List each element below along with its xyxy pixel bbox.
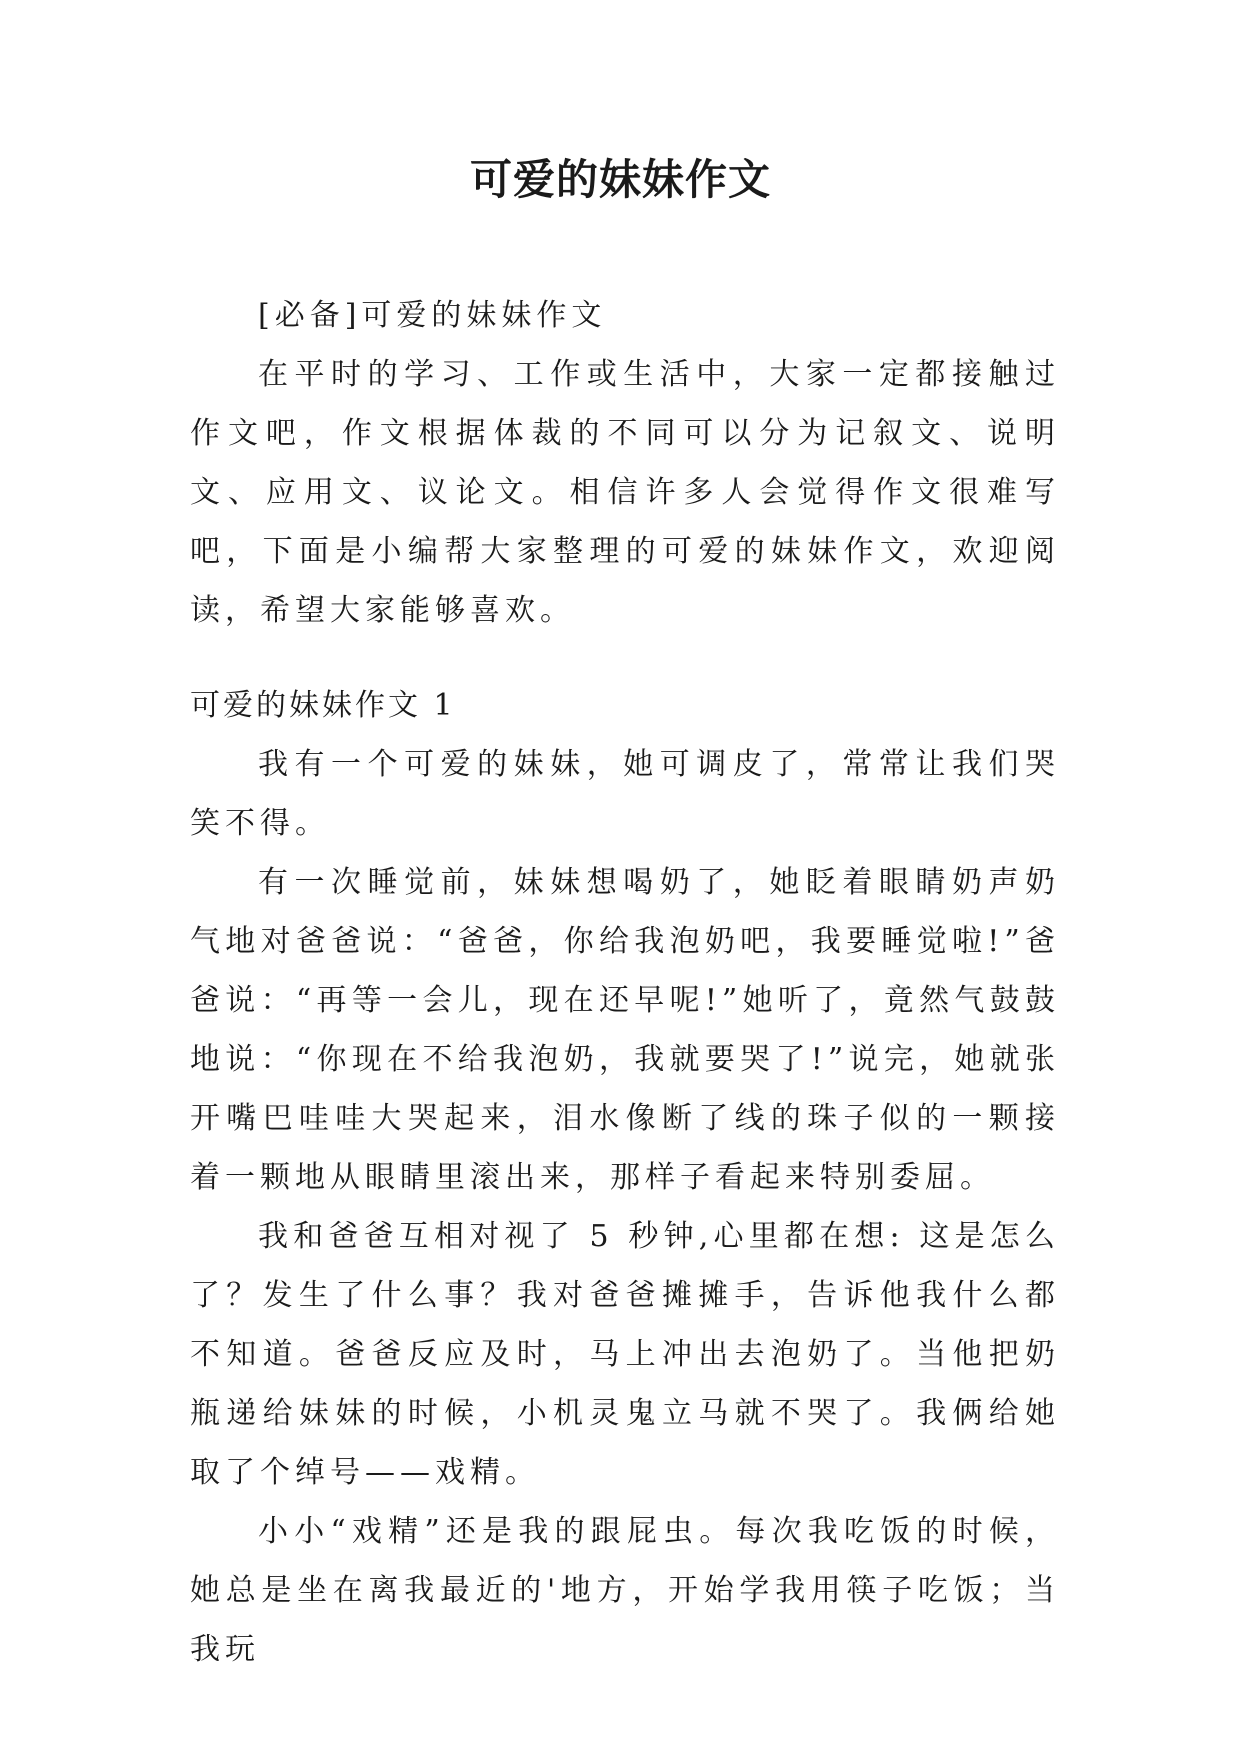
document-subtitle: [必备]可爱的妹妹作文 (258, 298, 607, 333)
document-title: 可爱的妹妹作文 (469, 155, 771, 204)
section-heading: 可爱的妹妹作文 1 (190, 688, 456, 723)
body-paragraph: 有一次睡觉前，妹妹想喝奶了，她眨着眼睛奶声奶气地对爸爸说：“爸爸，你给我泡奶吧，我要睡觉啦!”爸爸说：“再等一会儿，现在还早呢!”她听了，竟然气鼓鼓地说：“你现在不给我泡奶，我就要哭了!”说完，她就张开嘴巴哇哇大哭起来，泪水像断了线的珠子似的一颗接着一颗地从眼睛里滚出来，那样子看起来特别委屈。 (190, 865, 1060, 1195)
body-paragraph: 我和爸爸互相对视了 5 秒钟,心里都在想: 这是怎么了？发生了什么事？我对爸爸摊摊手，告诉他我什么都不知道。爸爸反应及时，马上冲出去泡奶了。当他把奶瓶递给妹妹的时候，小机灵鬼立马就不哭了。我俩给她取了个绰号——戏精。 (190, 1219, 1060, 1490)
document-body (190, 286, 1060, 1679)
body-paragraph: 小小“戏精”还是我的跟屁虫。每次我吃饭的时候，她总是坐在离我最近的'地方，开始学我用筷子吃饭；当我玩 (190, 1514, 1060, 1667)
intro-paragraph: 在平时的学习、工作或生活中，大家一定都接触过作文吧，作文根据体裁的不同可以分为记叙文、说明文、应用文、议论文。相信许多人会觉得作文很难写吧，下面是小编帮大家整理的可爱的妹妹作文，欢迎阅读，希望大家能够喜欢。 (190, 357, 1060, 628)
body-paragraph: 我有一个可爱的妹妹，她可调皮了，常常让我们哭笑不得。 (190, 747, 1060, 841)
